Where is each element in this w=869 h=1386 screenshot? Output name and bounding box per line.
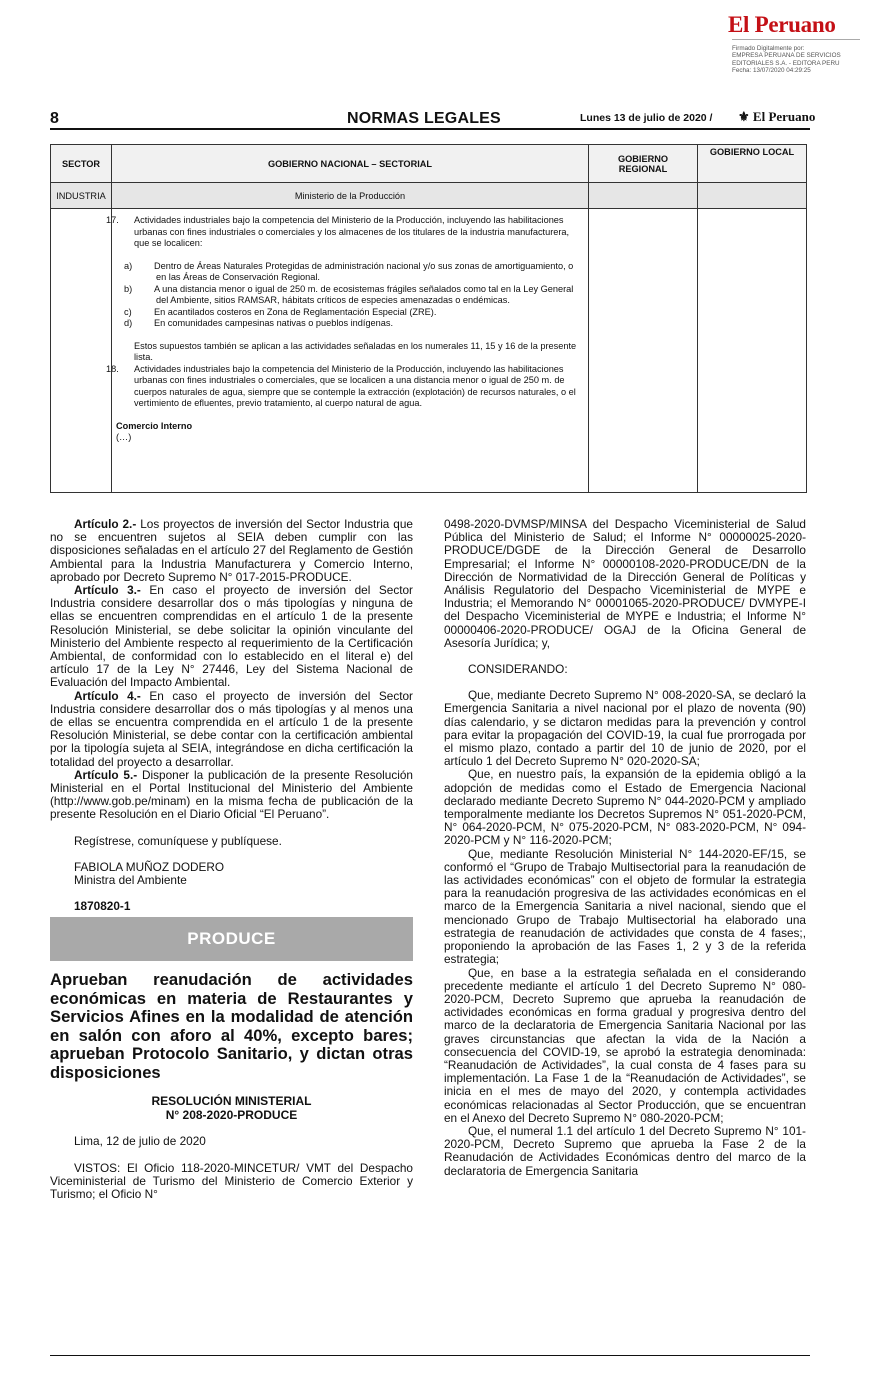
left-column <box>50 518 413 1201</box>
sub-letter: c) <box>124 306 132 317</box>
item-text: Actividades industriales bajo la competencia del Ministerio de la Producción, incluyendo las habilitaciones urbanas con fines industriales o comerciales, que se localicen a una distancia menor o igual de 250 m. de cuerpos naturales de agua, siempre que se contemple la extracción (explotación) de recursos naturales, o el vertimiento de efluentes, previo tratamiento, al cuerpo natural de agua. <box>134 363 576 408</box>
resolution-title: RESOLUCIÓN MINISTERIAL <box>151 1094 312 1109</box>
article-text: Disponer la publicación de la presente Resolución Ministerial en el Portal Institucional del Ministerio del Ambiente (http://www.gob.pe/minam) en la misma fecha de publicación de la presente Resolución en el Diario Oficial “El Peruano”. <box>50 767 413 822</box>
sub-item <box>116 284 584 307</box>
paragraph: Que, en base a la estrategia señalada en el considerando precedente mediante el artículo 1 del Decreto Supremo N° 080-2020-PCM, Decreto Supremo que aprueba la reanudación de actividades económicas en forma gradual y progresiva dentro del marco de la declaratoria de Emergencia Sanitaria Nacional por las graves circunstancias que afectan la vida de la Nación a consecuencia del COVID-19, se aprobó la estrategia denominada: “Reanudación de Actividades”, la cual consta de 4 fases para su implementación. La Fase 1 de la “Reanudación de Actividades”, se inicia en el mes de mayo del 2020, y contempla actividades económicas relacionadas al Sector Producción, que se encuentran en el Anexo del Decreto Supremo N° 080-2020-PCM; <box>444 965 806 1125</box>
header-paper-label: El Peruano <box>752 109 816 124</box>
article-text: Los proyectos de inversión del Sector Industria que no se encuentren sujetos al SEIA deben cumplir con las disposiciones señaladas en el artículo 27 del Reglamento de Gestión Ambiental para la Industria Manufacturera y Comercio Interno, aprobado por Decreto Supremo N° 017-2015-PRODUCE. <box>50 517 413 584</box>
sector-cell: INDUSTRIA <box>51 183 112 209</box>
paragraph: Que, el numeral 1.1 del artículo 1 del Decreto Supremo N° 101-2020-PCM, Decreto Supremo que aprueba la Fase 2 de la Reanudación de Actividades Económicas dentro del marco de la declaratoria de Emergencia Sanitaria <box>444 1123 806 1178</box>
publication-code: 1870820-1 <box>74 899 131 914</box>
considerando-heading: CONSIDERANDO: <box>468 662 568 677</box>
col-header-regional: GOBIERNO REGIONAL <box>589 145 698 183</box>
header-rule <box>50 128 810 130</box>
list-item-18 <box>106 363 584 410</box>
sub-text: En comunidades campesinas nativas o pueblos indígenas. <box>154 318 394 328</box>
article-2 <box>50 518 413 584</box>
paragraph: Que, en nuestro país, la expansión de la epidemia obligó a la adopción de medidas como el Estado de Emergencia Nacional declarado mediante Decreto Supremo N° 044-2020-PCM y ampliado temporalmente mediante los Decretos Supremos N° 051-2020-PCM, N° 064-2020-PCM, N° 075-2020-PCM, N° 083-2020-PCM, N° 094-2020-PCM y N° 116-2020-PCM; <box>444 767 806 848</box>
headline: Aprueban reanudación de actividades económicas en materia de Restaurantes y Servicios Afines en la modalidad de atención en salón con aforo al 40%, excepto bares; aprueban Protocolo Sanitario, y dictan otras disposiciones <box>50 970 413 1082</box>
signature-line: Firmado Digitalmente por: <box>732 45 805 52</box>
article-3 <box>50 584 413 690</box>
article-4 <box>50 690 413 769</box>
vistos-paragraph: VISTOS: El Oficio 118-2020-MINCETUR/ VMT del Despacho Viceministerial de Turismo del Ministerio de Comercio Exterior y Turismo; el Oficio N° <box>50 1160 413 1202</box>
emblem-icon: ⚜ <box>738 109 753 124</box>
signature-line: EMPRESA PERUANA DE SERVICIOS <box>732 52 841 60</box>
item-text: Actividades industriales bajo la competencia del Ministerio de la Producción, incluyendo las habilitaciones urbanas con fines industriales o comerciales y los almacenes de los titulares de la industria manufacturera, que se localicen: <box>134 215 570 248</box>
sub-letter: d) <box>124 318 133 328</box>
empty-cell <box>589 209 698 493</box>
activities-cell <box>106 209 589 493</box>
article-text: En caso el proyecto de inversión del Sector Industria considere desarrollar dos o más tipologías y ninguna de ellas se encuentren comprendidas en el artículo 1 de la presente Resolución Ministerial, se debe solicitar la opinión vinculante del Ministerio del Ambiente respecto al requerimiento de la Certificación Ambiental, de conformidad con lo establecido en el literal e) del artículo 17 de la Ley N° 27446, Ley del Sistema Nacional de Evaluación del Impacto Ambiental. <box>50 583 413 690</box>
article-label: Artículo 3.- <box>74 583 141 598</box>
col-header-sector: SECTOR <box>51 145 112 183</box>
article-label: Artículo 2.- <box>74 517 137 531</box>
registrese-line: Regístrese, comuníquese y publíquese. <box>74 833 282 848</box>
sub-item <box>116 318 584 330</box>
sub-text: En acantilados costeros en Zona de Reglamentación Especial (ZRE). <box>154 306 437 317</box>
col-header-national: GOBIERNO NACIONAL – SECTORIAL <box>112 145 589 183</box>
signer-role: Ministra del Ambiente <box>74 873 187 888</box>
place-date: Lima, 12 de julio de 2020 <box>74 1134 206 1149</box>
sub-item <box>116 307 584 319</box>
header-paper-name <box>738 109 815 125</box>
note-text: Estos supuestos también se aplican a las actividades señaladas en los numerales 11, 15 y 16 de la presente lista. <box>134 340 577 362</box>
resolution-number: N° 208-2020-PRODUCE <box>165 1107 298 1122</box>
sub-item <box>116 261 584 284</box>
signature-line: Fecha: 13/07/2020 04:29:25 <box>732 66 811 74</box>
empty-cell <box>698 183 807 209</box>
empty-cell <box>698 209 807 493</box>
header-date: Lunes 13 de julio de 2020 / <box>580 112 713 124</box>
paragraph: Que, mediante Resolución Ministerial N° 144-2020-EF/15, se conformó el “Grupo de Trabajo Multisectorial para la reanudación de las actividades económicas” con el objeto de formular la estrategia para la reanudación progresiva de las actividades económicas en el marco de la Emergencia Sanitaria a nivel nacional, siendo que el mencionado Grupo de Trabajo Multisectorial ha elaborado una estrategia de reanudación de actividades que consta de 4 fases;, proponiendo la aprobación de las Fases 1, 2 y 3 de la referida estrategia; <box>444 846 806 967</box>
sub-text: Dentro de Áreas Naturales Protegidas de administración nacional y/o sus zonas de amortiguamiento, o en las Áreas de Conservación Regional. <box>154 260 574 282</box>
empty-cell <box>589 183 698 209</box>
empty-cell <box>51 209 112 493</box>
paragraph: 0498-2020-DVMSP/MINSA del Despacho Viceministerial de Salud Pública del Ministerio de Salud; el Informe N° 00000025-2020-PRODUCE/DGDE de la Dirección General de Desarrollo Empresarial; el Informe N° 00000108-2020-PRODUCE/DN de la Dirección de Normatividad de la Dirección General de Políticas y Análisis Regulatorio del Despacho Viceministerial de MYPE e Industria; el Memorando N° 00001065-2020-PRODUCE/ DVMYPE-I del Despacho Viceministerial de MYPE e Industria; el Informe N° 00000406-2020-PRODUCE/ OGAJ de la Oficina General de Asesoría Jurídica; y, <box>444 517 806 650</box>
right-column <box>444 518 806 1178</box>
el-peruano-logo: El Peruano <box>728 12 836 37</box>
page-number: 8 <box>50 110 59 127</box>
article-label: Artículo 4.- <box>74 688 141 703</box>
list-item-17 <box>106 215 584 250</box>
article-label: Artículo 5.- <box>74 767 138 782</box>
article-5 <box>50 769 413 822</box>
sub-letter: a) <box>124 260 133 271</box>
item-number: 17. <box>106 215 119 225</box>
digital-signature <box>732 45 841 74</box>
item-number: 18. <box>106 363 119 374</box>
signer-name: FABIOLA MUÑOZ DODERO <box>74 859 225 874</box>
signature-line: EDITORIALES S.A. - EDITORA PERU <box>732 59 840 67</box>
logo-divider <box>732 39 860 40</box>
bottom-rule <box>50 1355 810 1356</box>
comercio-label: Comercio Interno <box>116 420 193 431</box>
sub-text: A una distancia menor o igual de 250 m. de ecosistemas frágiles señalados como tal en la Ley General del Ambiente, sitios RAMSAR, hábitats críticos de especies amenazadas o endémicas. <box>154 283 574 305</box>
section-header-title: NORMAS LEGALES <box>347 110 501 127</box>
paragraph: Que, mediante Decreto Supremo N° 008-2020-SA, se declaró la Emergencia Sanitaria a nivel nacional por el plazo de noventa (90) días calendario, y se dictaron medidas para la prevención y control para evitar la propagación del COVID-19, la cual fue prorrogada por el mismo plazo, contado a partir del 10 de junio de 2020, por el artículo 1 del Decreto Supremo N° 020-2020-SA; <box>444 688 806 769</box>
col-header-local: GOBIERNO LOCAL <box>698 145 807 183</box>
ellipsis: (…) <box>116 432 132 442</box>
sub-letter: b) <box>124 283 133 294</box>
ministry-cell: Ministerio de la Producción <box>112 183 589 209</box>
section-bar-produce: PRODUCE <box>50 917 413 961</box>
sector-table <box>50 144 807 493</box>
article-text: En caso el proyecto de inversión del Sector Industria considere desarrollar dos o más tipologías y al menos una de ellas se encuentra comprendida en el artículo 1 de la presente Resolución Ministerial, se debe contar con la certificación ambiental por la tipología sujeta al SEIA, integrándose en dicha certificación la totalidad del proyecto a desarrollar. <box>50 688 413 769</box>
